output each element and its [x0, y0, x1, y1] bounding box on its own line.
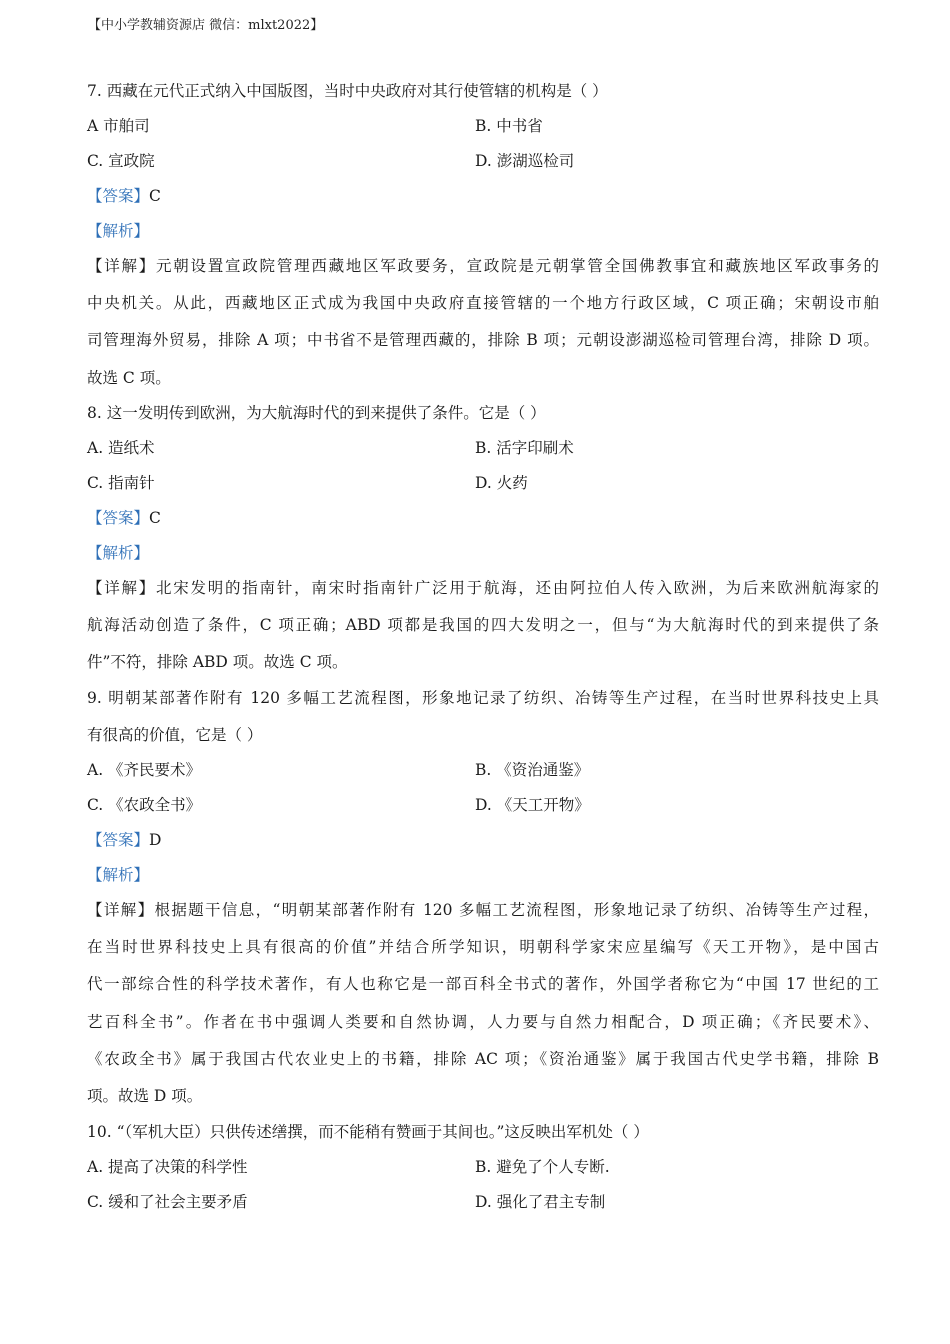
q9-stem-line-2: 有很高的价值，它是（ ）	[87, 726, 263, 744]
q10-stem: 10. “（军机大臣）只供传述缮撰，而不能稍有赞画于其间也。”这反映出军机处（ ）	[87, 1123, 649, 1141]
answer-value: C	[149, 187, 161, 205]
q9-option-b: B. 《资治通鉴》	[475, 761, 590, 779]
q7-detail-line-4: 故选 C 项。	[87, 369, 171, 387]
answer-tag: 【答案】	[87, 187, 150, 205]
q9-detail-line-1	[87, 900, 879, 920]
q8-stem: 8. 这一发明传到欧洲，为大航海时代的到来提供了条件。它是（ ）	[87, 404, 546, 422]
q9-detail-line-5: 《农政全书》属于我国古代农业史上的书籍，排除 AC 项；《资治通鉴》属于我国古代史学书籍，排除 B	[87, 1050, 879, 1068]
detail-tag: 【详解】	[87, 579, 157, 597]
q8-detail-line-3: 件”不符，排除 ABD 项。故选 C 项。	[87, 653, 348, 671]
q7-option-c: C. 宣政院	[87, 152, 155, 170]
q7-answer	[87, 186, 161, 206]
q8-option-c: C. 指南针	[87, 474, 155, 492]
q9-detail-line-2: 在当时世界科技史上具有很高的价值”并结合所学知识，明朝科学家宋应星编写《天工开物》，是中国古	[87, 938, 879, 956]
q10-option-a: A. 提高了决策的科学性	[87, 1158, 248, 1176]
q9-option-a: A. 《齐民要术》	[87, 761, 202, 779]
q8-analysis-tag: 【解析】	[87, 544, 150, 562]
q8-option-a: A. 造纸术	[87, 439, 155, 457]
q9-stem-line-1: 9. 明朝某部著作附有 120 多幅工艺流程图，形象地记录了纺织、冶铸等生产过程，在当时世界科技史上具	[87, 689, 879, 707]
q9-analysis-tag: 【解析】	[87, 866, 150, 884]
q9-option-d: D. 《天工开物》	[475, 796, 590, 814]
q7-analysis-tag: 【解析】	[87, 222, 150, 240]
q9-detail-line-4: 艺百科全书”。作者在书中强调人类要和自然协调，人力要与自然力相配合，D 项正确；《齐民要术》、	[87, 1013, 879, 1031]
q10-option-c: C. 缓和了社会主要矛盾	[87, 1193, 248, 1211]
q10-option-d: D. 强化了君主专制	[475, 1193, 606, 1211]
detail-tag: 【详解】	[87, 257, 157, 275]
q7-option-d: D. 澎湖巡检司	[475, 152, 575, 170]
q8-detail-line-1	[87, 578, 879, 598]
q7-detail-line-1	[87, 256, 879, 276]
detail-tag: 【详解】	[87, 901, 155, 919]
detail-text: 根据题干信息，“明朝某部著作附有 120 多幅工艺流程图，形象地记录了纺织、冶铸等生产过程，	[154, 901, 879, 919]
q7-stem: 7. 西藏在元代正式纳入中国版图，当时中央政府对其行使管辖的机构是（ ）	[87, 82, 608, 100]
q9-option-c: C. 《农政全书》	[87, 796, 202, 814]
q7-option-a: A 市舶司	[87, 117, 150, 135]
q8-detail-line-2: 航海活动创造了条件，C 项正确；ABD 项都是我国的四大发明之一，但与“为大航海时代的到来提供了条	[87, 616, 879, 634]
answer-tag: 【答案】	[87, 509, 150, 527]
q9-detail-line-3: 代一部综合性的科学技术著作，有人也称它是一部百科全书式的著作，外国学者称它为“中国 17 世纪的工	[87, 975, 879, 993]
q7-option-b: B. 中书省	[475, 117, 543, 135]
detail-text: 元朝设置宣政院管理西藏地区军政要务，宣政院是元朝掌管全国佛教事宜和藏族地区军政事务的	[156, 257, 879, 275]
q9-answer	[87, 830, 161, 850]
q8-option-b: B. 活字印刷术	[475, 439, 574, 457]
q8-answer	[87, 508, 161, 528]
q9-detail-line-6: 项。故选 D 项。	[87, 1087, 203, 1105]
answer-value: D	[149, 831, 162, 849]
q10-option-b: B. 避免了个人专断.	[475, 1158, 610, 1176]
q7-detail-line-2: 中央机关。从此，西藏地区正式成为我国中央政府直接管辖的一个地方行政区域，C 项正确；宋朝设市舶	[87, 294, 879, 312]
q8-option-d: D. 火药	[475, 474, 528, 492]
answer-value: C	[149, 509, 161, 527]
answer-tag: 【答案】	[87, 831, 150, 849]
q7-detail-line-3: 司管理海外贸易，排除 A 项；中书省不是管理西藏的，排除 B 项；元朝设澎湖巡检司管理台湾，排除 D 项。	[87, 331, 879, 349]
detail-text: 北宋发明的指南针，南宋时指南针广泛用于航海，还由阿拉伯人传入欧洲，为后来欧洲航海家的	[156, 579, 879, 597]
page-header: 【中小学教辅资源店 微信：mlxt2022】	[88, 18, 324, 33]
